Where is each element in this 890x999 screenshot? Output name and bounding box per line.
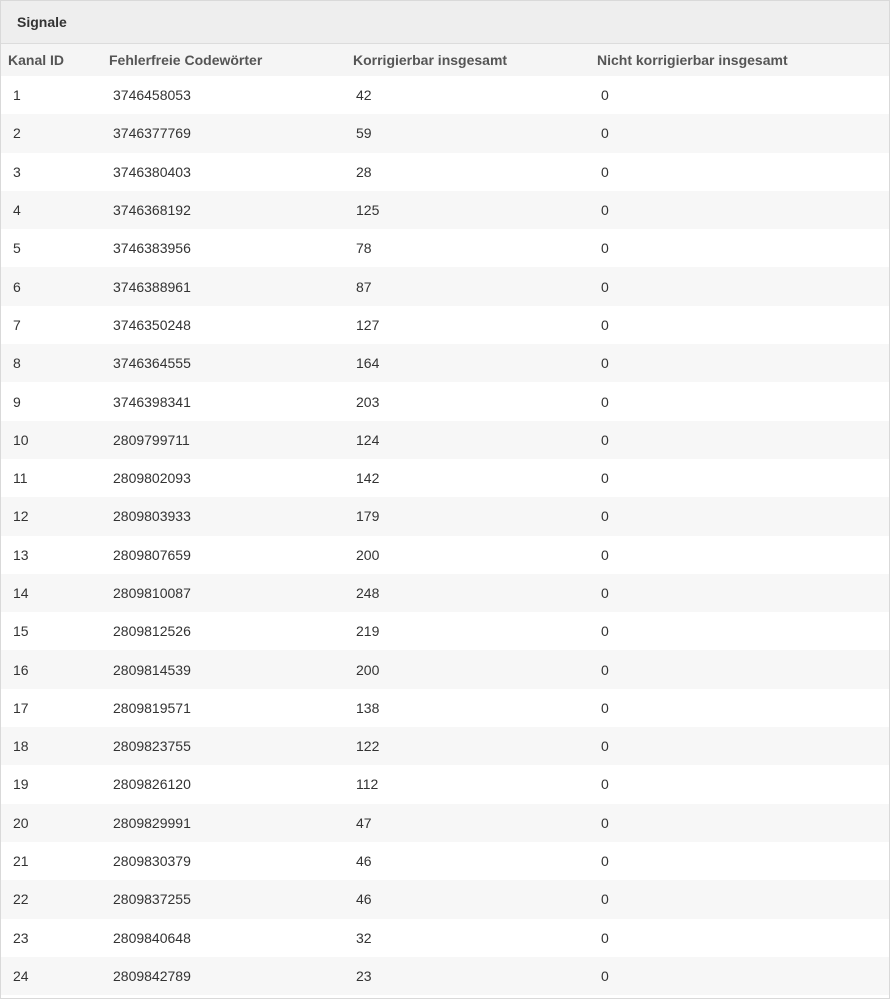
cell-kanal-id: 7 <box>13 316 21 333</box>
cell-nicht-korrigierbar: 0 <box>601 929 609 946</box>
table-row <box>1 114 889 152</box>
cell-kanal-id: 19 <box>13 776 29 793</box>
table-row <box>1 574 889 612</box>
cell-fehlerfreie-codewoerter: 3746380403 <box>113 163 191 180</box>
cell-kanal-id: 18 <box>13 738 29 755</box>
cell-fehlerfreie-codewoerter: 2809830379 <box>113 853 191 870</box>
cell-fehlerfreie-codewoerter: 2809810087 <box>113 585 191 601</box>
cell-nicht-korrigierbar: 0 <box>601 163 609 180</box>
cell-korrigierbar: 248 <box>356 585 380 601</box>
cell-fehlerfreie-codewoerter: 2809837255 <box>113 891 191 908</box>
cell-nicht-korrigierbar: 0 <box>601 853 609 870</box>
table-row <box>1 229 889 267</box>
cell-kanal-id: 8 <box>13 355 21 372</box>
cell-korrigierbar: 219 <box>356 623 380 640</box>
cell-kanal-id: 14 <box>13 585 29 601</box>
cell-nicht-korrigierbar: 0 <box>601 699 609 716</box>
cell-kanal-id: 15 <box>13 623 29 640</box>
cell-kanal-id: 16 <box>13 661 29 678</box>
cell-nicht-korrigierbar: 0 <box>601 623 609 640</box>
cell-korrigierbar: 23 <box>356 967 372 984</box>
cell-korrigierbar: 122 <box>356 738 380 755</box>
column-header-nicht-korrigierbar: Nicht korrigierbar insgesamt <box>597 52 788 68</box>
cell-nicht-korrigierbar: 0 <box>601 316 609 333</box>
cell-nicht-korrigierbar: 0 <box>601 431 609 448</box>
cell-kanal-id: 21 <box>13 853 29 870</box>
cell-fehlerfreie-codewoerter: 2809807659 <box>113 546 191 563</box>
table-row <box>1 650 889 688</box>
cell-kanal-id: 17 <box>13 699 29 716</box>
panel-title: Signale <box>1 1 889 44</box>
table-row <box>1 957 889 995</box>
cell-kanal-id: 13 <box>13 546 29 563</box>
cell-nicht-korrigierbar: 0 <box>601 661 609 678</box>
cell-nicht-korrigierbar: 0 <box>601 508 609 525</box>
cell-nicht-korrigierbar: 0 <box>601 546 609 563</box>
cell-fehlerfreie-codewoerter: 2809842789 <box>113 967 191 984</box>
cell-kanal-id: 22 <box>13 891 29 908</box>
cell-korrigierbar: 125 <box>356 202 380 219</box>
table-row <box>1 612 889 650</box>
cell-kanal-id: 10 <box>13 431 29 448</box>
table-row <box>1 919 889 957</box>
table-row <box>1 153 889 191</box>
cell-kanal-id: 4 <box>13 202 21 219</box>
table-row <box>1 497 889 535</box>
cell-kanal-id: 5 <box>13 240 21 257</box>
cell-fehlerfreie-codewoerter: 3746388961 <box>113 278 191 295</box>
table-row <box>1 267 889 305</box>
table-row <box>1 306 889 344</box>
cell-korrigierbar: 47 <box>356 814 372 831</box>
cell-nicht-korrigierbar: 0 <box>601 278 609 295</box>
cell-kanal-id: 12 <box>13 508 29 525</box>
cell-kanal-id: 3 <box>13 163 21 180</box>
cell-kanal-id: 6 <box>13 278 21 295</box>
cell-korrigierbar: 127 <box>356 316 380 333</box>
column-header-korrigierbar: Korrigierbar insgesamt <box>353 52 508 68</box>
cell-korrigierbar: 142 <box>356 470 380 487</box>
cell-nicht-korrigierbar: 0 <box>601 470 609 487</box>
cell-fehlerfreie-codewoerter: 2809840648 <box>113 929 191 946</box>
cell-nicht-korrigierbar: 0 <box>601 87 609 104</box>
table-row <box>1 689 889 727</box>
cell-korrigierbar: 200 <box>356 546 380 563</box>
cell-kanal-id: 9 <box>13 393 21 410</box>
cell-fehlerfreie-codewoerter: 2809826120 <box>113 776 191 793</box>
column-header-fehlerfreie-codewoerter: Fehlerfreie Codewörter <box>109 52 263 68</box>
table-row <box>1 765 889 803</box>
cell-fehlerfreie-codewoerter: 2809802093 <box>113 470 191 487</box>
cell-korrigierbar: 203 <box>356 393 380 410</box>
table-row <box>1 344 889 382</box>
cell-fehlerfreie-codewoerter: 2809829991 <box>113 814 191 831</box>
table-body <box>1 76 889 995</box>
cell-korrigierbar: 87 <box>356 278 372 295</box>
cell-nicht-korrigierbar: 0 <box>601 393 609 410</box>
cell-korrigierbar: 46 <box>356 891 372 908</box>
cell-korrigierbar: 124 <box>356 431 380 448</box>
cell-korrigierbar: 179 <box>356 508 380 525</box>
cell-kanal-id: 2 <box>13 125 21 142</box>
cell-nicht-korrigierbar: 0 <box>601 738 609 755</box>
cell-korrigierbar: 32 <box>356 929 372 946</box>
cell-korrigierbar: 112 <box>356 776 379 793</box>
cell-fehlerfreie-codewoerter: 2809803933 <box>113 508 191 525</box>
cell-korrigierbar: 200 <box>356 661 380 678</box>
cell-korrigierbar: 42 <box>356 87 372 104</box>
cell-korrigierbar: 59 <box>356 125 372 142</box>
cell-kanal-id: 23 <box>13 929 29 946</box>
cell-korrigierbar: 138 <box>356 699 380 716</box>
cell-nicht-korrigierbar: 0 <box>601 202 609 219</box>
cell-fehlerfreie-codewoerter: 3746383956 <box>113 240 191 257</box>
cell-fehlerfreie-codewoerter: 3746368192 <box>113 202 191 219</box>
cell-fehlerfreie-codewoerter: 2809823755 <box>113 738 191 755</box>
table-row <box>1 804 889 842</box>
cell-fehlerfreie-codewoerter: 3746377769 <box>113 125 191 142</box>
cell-fehlerfreie-codewoerter: 3746398341 <box>113 393 191 410</box>
table-row <box>1 421 889 459</box>
cell-nicht-korrigierbar: 0 <box>601 355 609 372</box>
cell-fehlerfreie-codewoerter: 2809819571 <box>113 699 191 716</box>
cell-nicht-korrigierbar: 0 <box>601 585 609 601</box>
cell-nicht-korrigierbar: 0 <box>601 967 609 984</box>
cell-nicht-korrigierbar: 0 <box>601 891 609 908</box>
table-row <box>1 191 889 229</box>
cell-korrigierbar: 28 <box>356 163 372 180</box>
table-row <box>1 382 889 420</box>
cell-fehlerfreie-codewoerter: 2809799711 <box>113 431 190 448</box>
cell-fehlerfreie-codewoerter: 2809812526 <box>113 623 191 640</box>
cell-fehlerfreie-codewoerter: 2809814539 <box>113 661 191 678</box>
cell-fehlerfreie-codewoerter: 3746350248 <box>113 316 191 333</box>
cell-kanal-id: 24 <box>13 967 29 984</box>
table-row <box>1 880 889 918</box>
cell-korrigierbar: 78 <box>356 240 372 257</box>
table-row <box>1 727 889 765</box>
cell-nicht-korrigierbar: 0 <box>601 125 609 142</box>
cell-kanal-id: 20 <box>13 814 29 831</box>
table-row <box>1 536 889 574</box>
cell-fehlerfreie-codewoerter: 3746364555 <box>113 355 191 372</box>
cell-nicht-korrigierbar: 0 <box>601 776 609 793</box>
cell-kanal-id: 1 <box>13 87 21 104</box>
table-row <box>1 842 889 880</box>
table-row <box>1 76 889 114</box>
table-row <box>1 459 889 497</box>
column-header-kanal-id: Kanal ID <box>8 52 65 68</box>
cell-nicht-korrigierbar: 0 <box>601 240 609 257</box>
table-header-row <box>1 44 889 76</box>
cell-korrigierbar: 164 <box>356 355 380 372</box>
cell-kanal-id: 11 <box>13 470 28 487</box>
cell-korrigierbar: 46 <box>356 853 372 870</box>
cell-nicht-korrigierbar: 0 <box>601 814 609 831</box>
cell-fehlerfreie-codewoerter: 3746458053 <box>113 87 191 104</box>
